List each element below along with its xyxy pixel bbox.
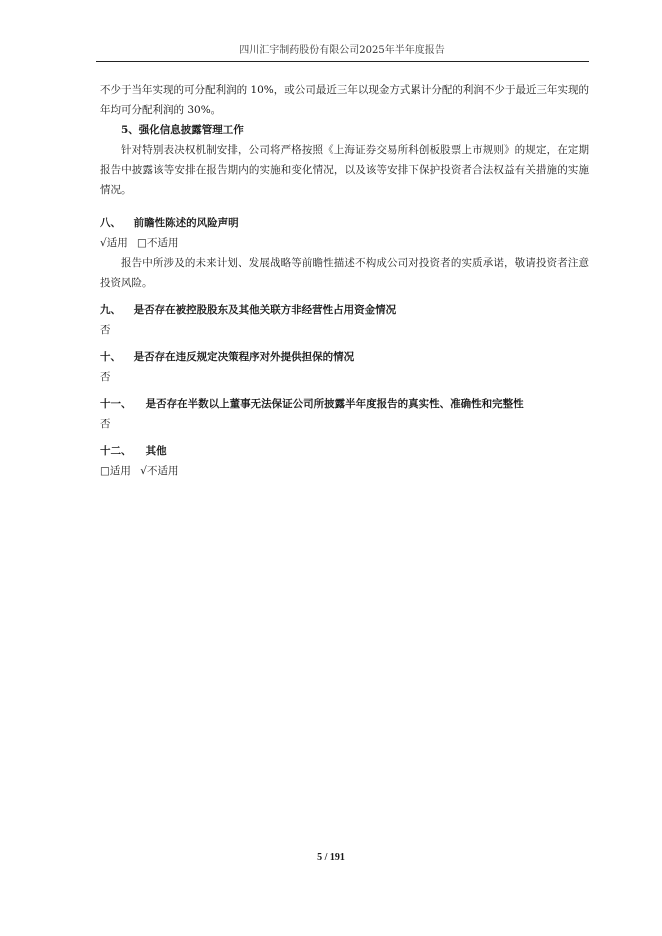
section-8-applicability [100, 233, 589, 253]
section-12-applicability [100, 461, 589, 481]
page-header: 四川汇宇制药股份有限公司2025年半年度报告 [239, 45, 445, 56]
section-11-title: 是否存在半数以上董事无法保证公司所披露半年度报告的真实性、准确性和完整性 [145, 398, 524, 410]
section-11-number: 十一、 [100, 398, 132, 410]
section-12-not-applicable-option: √不适用 [140, 465, 179, 477]
section-10-answer: 否 [100, 371, 111, 383]
section-8-applicable-option: √适用 [100, 237, 128, 249]
section-8-number: 八、 [100, 217, 121, 229]
section-8-not-applicable-option: □不适用 [137, 237, 179, 249]
paragraph-continuation: 不少于当年实现的可分配利润的 10%，或公司最近三年以现金方式累计分配的利润不少于最近三年实现的年均可分配利润的 30%。 [100, 84, 589, 116]
section-12-applicable-option: □适用 [100, 465, 131, 477]
subsection-5-title: 5、强化信息披露管理工作 [121, 124, 244, 136]
section-11-heading [100, 394, 589, 414]
section-9-number: 九、 [100, 304, 121, 316]
section-9-answer: 否 [100, 324, 111, 336]
page-number: 5 / 191 [317, 852, 345, 863]
section-8-title: 前瞻性陈述的风险声明 [133, 217, 239, 229]
section-9-title: 是否存在被控股股东及其他关联方非经营性占用资金情况 [133, 304, 397, 316]
section-8-heading [100, 213, 589, 233]
header-divider [96, 61, 589, 62]
subsection-5-text: 针对特别表决权机制安排，公司将严格按照《上海证券交易所科创板股票上市规则》的规定，在定期报告中披露该等安排在报告期内的实施和变化情况，以及该等安排下保护投资者合法权益有关措施的实施情况。 [100, 144, 589, 196]
section-11-answer: 否 [100, 418, 111, 430]
section-10-number: 十、 [100, 351, 121, 363]
section-8-text: 报告中所涉及的未来计划、发展战略等前瞻性描述不构成公司对投资者的实质承诺，敬请投资者注意投资风险。 [100, 257, 589, 289]
section-12-heading [100, 441, 589, 461]
document-body [100, 80, 589, 481]
section-9-heading [100, 300, 589, 320]
section-12-title: 其他 [145, 445, 167, 457]
section-10-title: 是否存在违反规定决策程序对外提供担保的情况 [133, 351, 355, 363]
section-10-heading [100, 347, 589, 367]
section-12-number: 十二、 [100, 445, 132, 457]
